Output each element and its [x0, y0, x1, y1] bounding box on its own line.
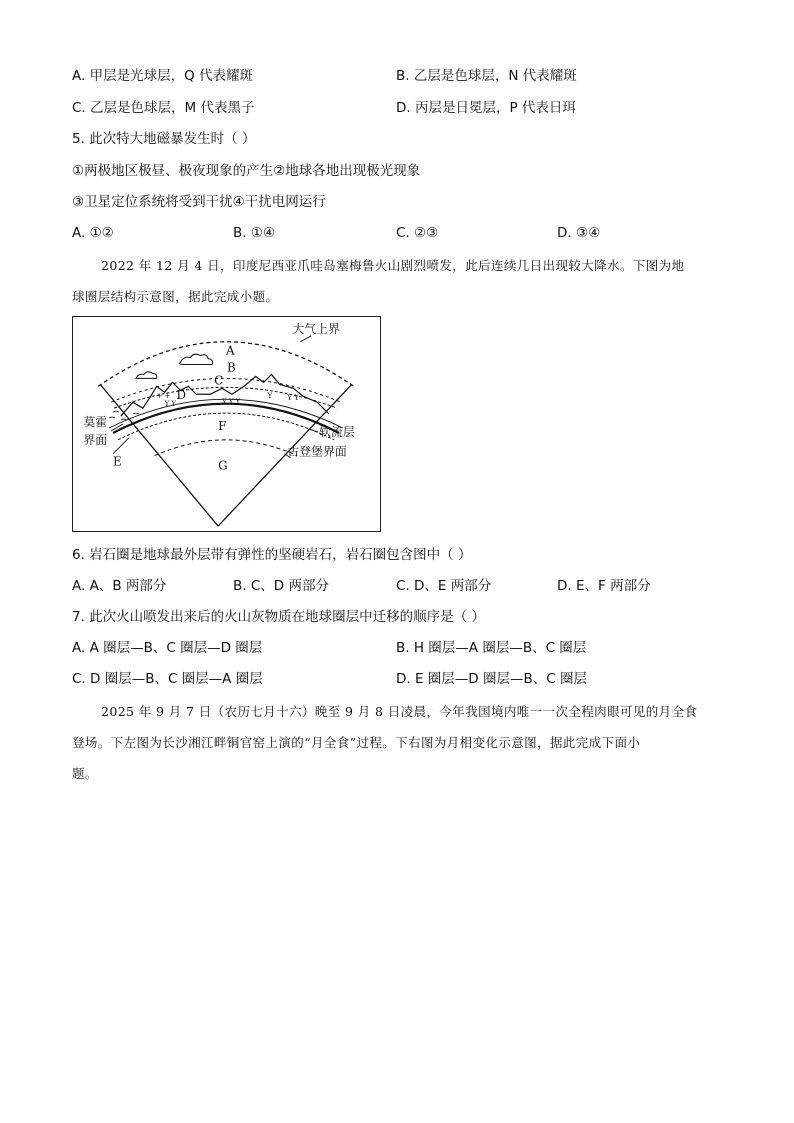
q5-stem: 5. 此次特大地磁暴发生时（ ）	[72, 131, 256, 147]
passage2-line1: 2025 年 9 月 7 日（农历七月十六）晚至 9 月 8 日凌晨，今年我国境内唯一一次全程肉眼可见的月全食	[101, 704, 698, 719]
label-b: B	[226, 360, 236, 375]
label-atmosphere-top: 大气上界	[292, 321, 340, 336]
q7-stem: 7. 此次火山喷发出来后的火山灰物质在地球圈层中迁移的顺序是（ ）	[72, 609, 485, 625]
q7-option-b: B. H 圈层—A 圈层—B、C 圈层	[396, 640, 587, 656]
label-e: E	[113, 454, 122, 469]
passage2-line3: 题。	[72, 766, 98, 781]
q7-option-c: C. D 圈层—B、C 圈层—A 圈层	[72, 671, 263, 687]
q6-option-d: D. E、F 两部分	[557, 578, 651, 594]
label-a: A	[226, 343, 235, 358]
q6-stem: 6. 岩石圈是地球最外层带有弹性的坚硬岩石，岩石圈包含图中（ ）	[72, 547, 472, 563]
label-moho-2: 界面	[83, 432, 108, 447]
label-g: G	[218, 458, 228, 473]
label-c: C	[214, 373, 224, 388]
label-moho-1: 莫霍	[83, 414, 108, 429]
q7-option-a: A. A 圈层—B、C 圈层—D 圈层	[72, 640, 263, 656]
label-d: D	[176, 388, 186, 403]
q5-option-d: D. ③④	[557, 225, 601, 241]
gutenberg-boundary	[155, 440, 298, 456]
q6-option-a: A. A、B 两部分	[72, 578, 167, 594]
q4-option-b: B. 乙层是色球层，N 代表耀斑	[396, 68, 577, 84]
label-gutenberg: 古登堡界面	[287, 444, 347, 459]
q4-option-d: D. 丙层是日冕层，P 代表日珥	[396, 100, 576, 116]
svg-text:Y: Y	[267, 392, 273, 401]
svg-text:Y Y: Y Y	[164, 400, 176, 409]
label-asthenosphere: 软流层	[319, 424, 355, 439]
q5-item-line1: ①两极地区极昼、极夜现象的产生②地球各地出现极光现象	[72, 163, 421, 179]
q4-option-c: C. 乙层是色球层，M 代表黑子	[72, 100, 255, 116]
svg-text:Y Y Y: Y Y Y	[222, 398, 241, 407]
svg-text:+ +: + +	[156, 392, 171, 401]
q5-option-a: A. ①②	[72, 225, 114, 241]
earth-layers-diagram	[72, 316, 381, 532]
passage1-line1: 2022 年 12 月 4 日，印度尼西亚爪哇岛塞梅鲁火山剧烈喷发，此后连续几日出现较大降水。下图为地	[101, 258, 685, 273]
label-f: F	[218, 418, 227, 433]
q6-option-c: C. D、E 两部分	[396, 578, 492, 594]
q4-option-a: A. 甲层是光球层，Q 代表耀斑	[72, 68, 253, 84]
svg-text:Y Y: Y Y	[287, 394, 299, 403]
passage1-line2: 球圈层结构示意图，据此完成小题。	[72, 289, 279, 304]
q5-item-line2: ③卫星定位系统将受到干扰④干扰电网运行	[72, 194, 326, 210]
q7-option-d: D. E 圈层—D 圈层—B、C 圈层	[396, 671, 587, 687]
q6-option-b: B. C、D 两部分	[233, 578, 329, 594]
q5-option-c: C. ②③	[396, 225, 439, 241]
q5-option-b: B. ①④	[233, 225, 276, 241]
passage2-line2: 登场。下左图为长沙湘江畔铜官窑上演的“月全食”过程。下右图为月相变化示意图，据此完成下面小	[72, 735, 641, 750]
